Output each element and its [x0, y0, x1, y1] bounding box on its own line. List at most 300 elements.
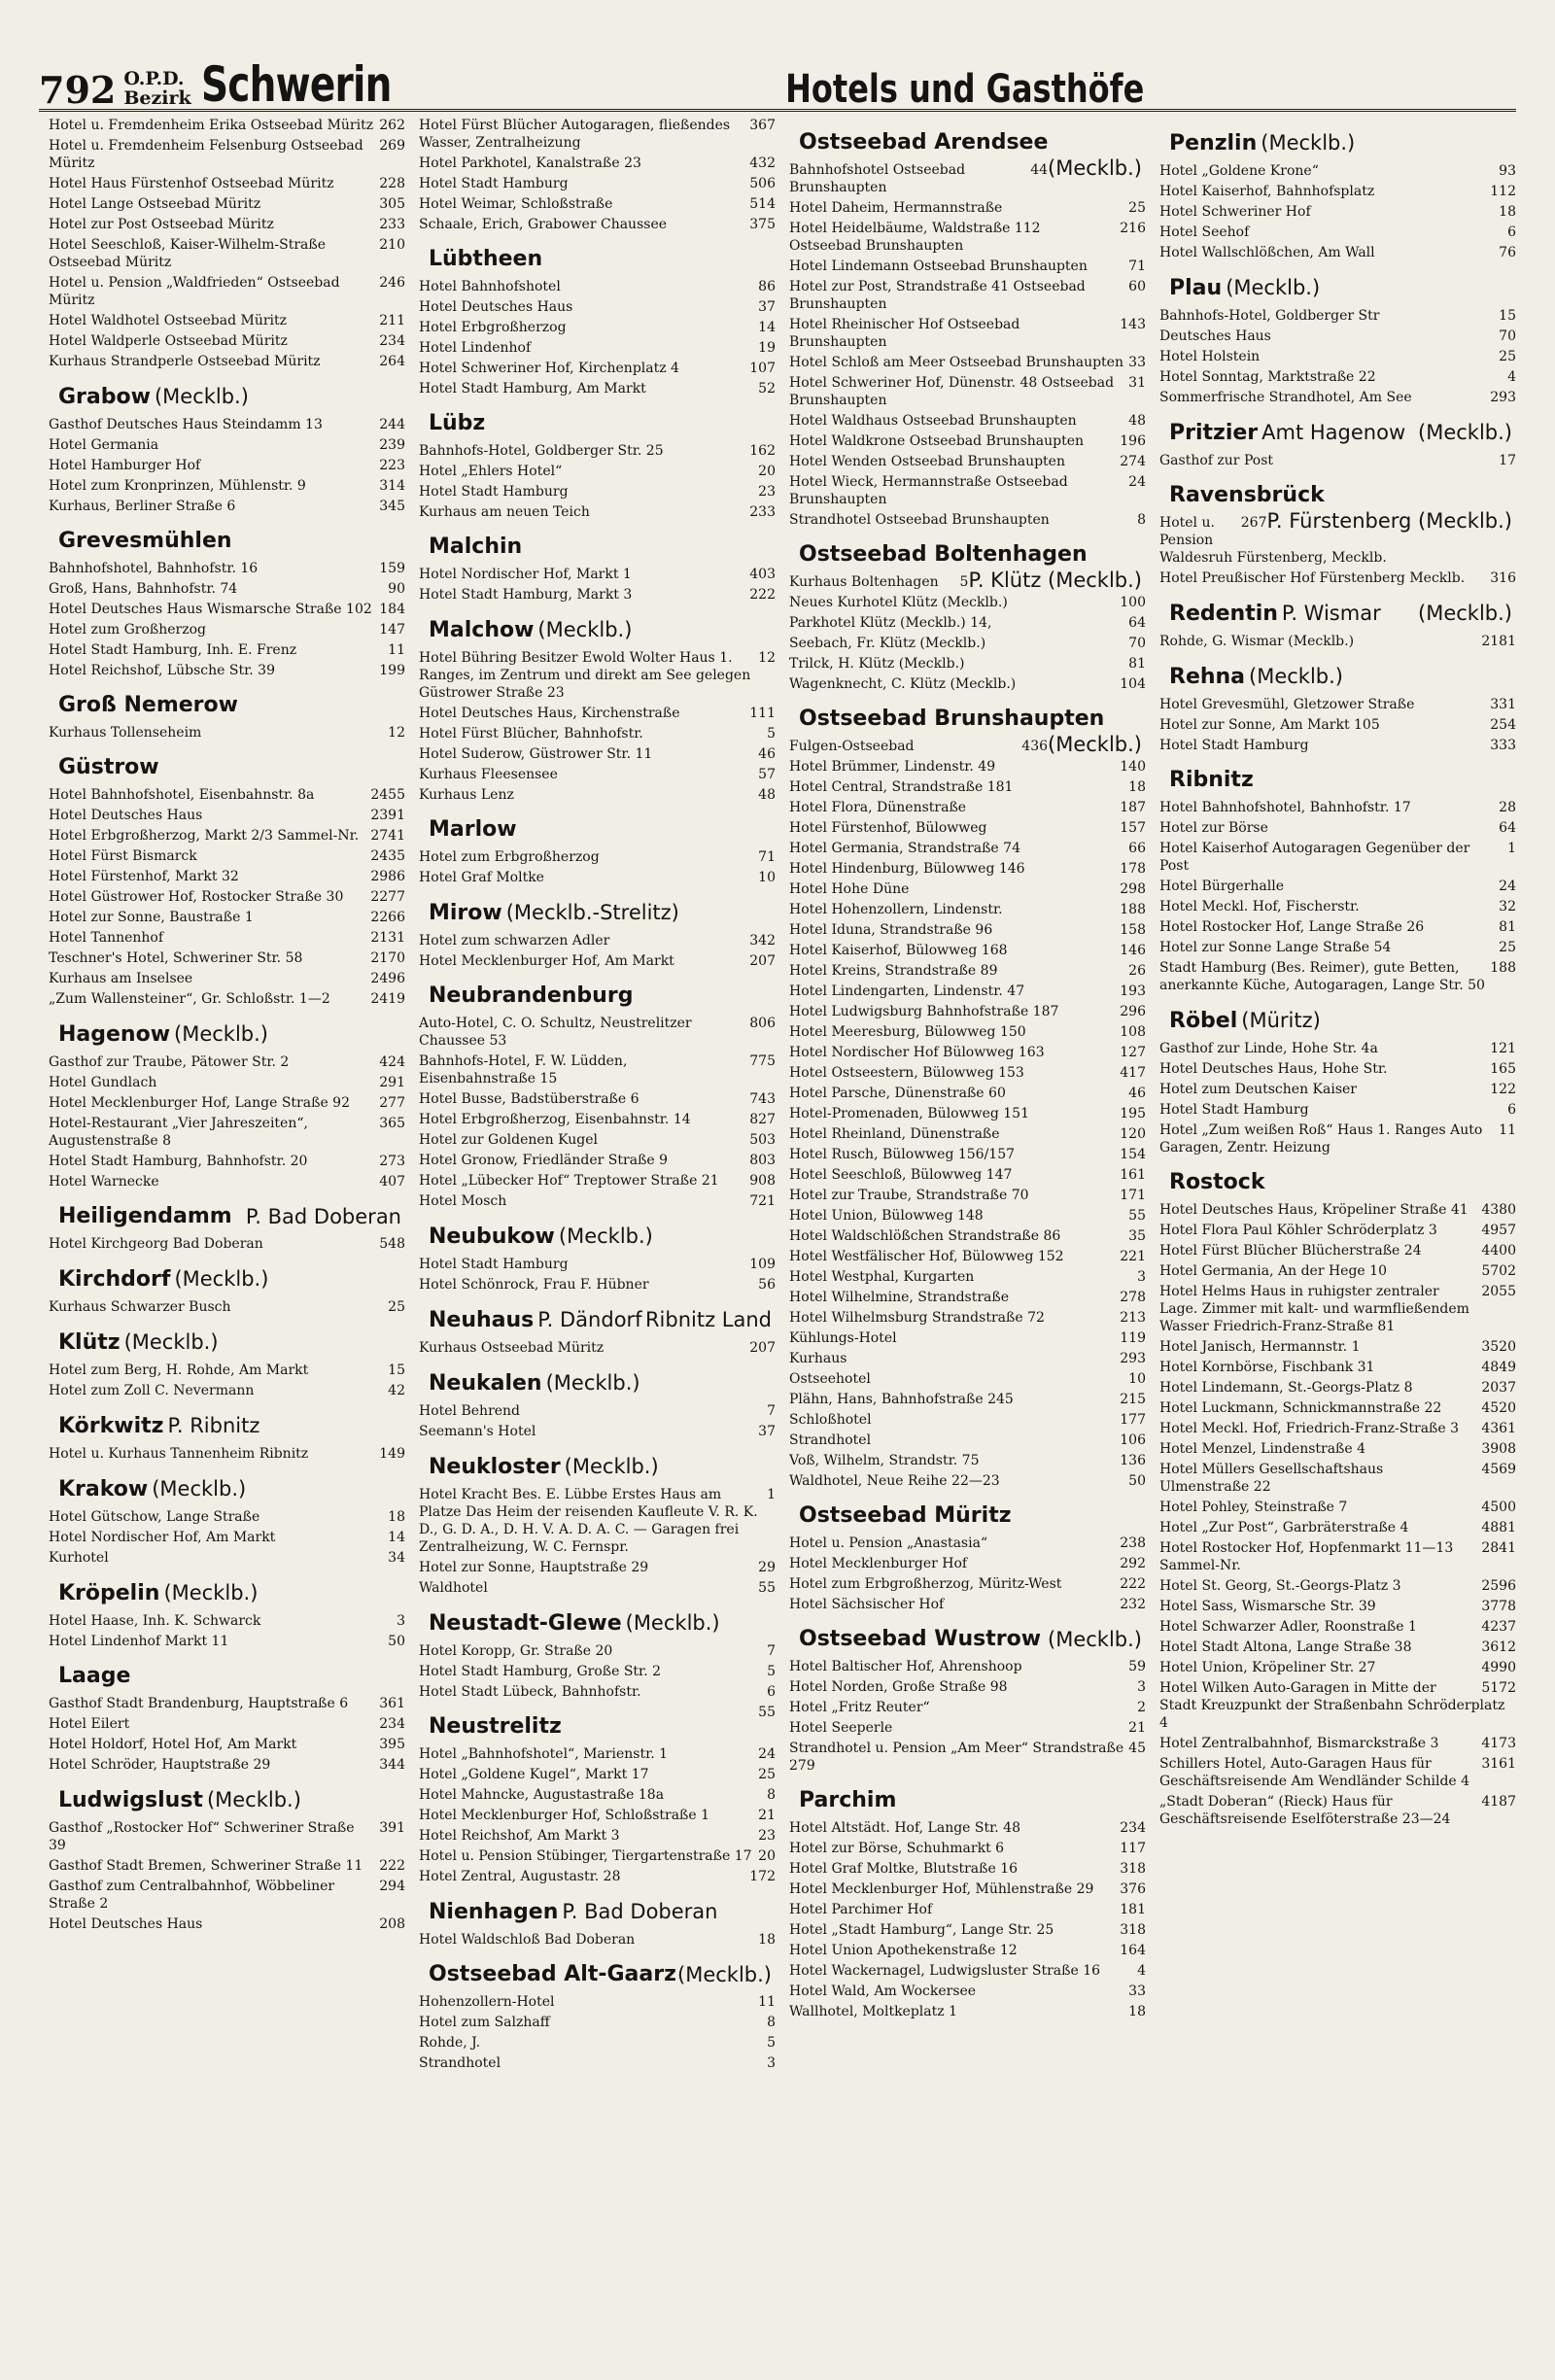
- listing-entry: [49, 416, 405, 433]
- listing-text: Seemann's Hotel: [419, 1424, 536, 1439]
- listing-entry: [1159, 1338, 1516, 1356]
- place-postal-note: (Mecklb.): [1048, 733, 1142, 756]
- phone-number: 21: [758, 1808, 776, 1823]
- phone-number: 4187: [1481, 1794, 1516, 1810]
- place-heading: [1169, 420, 1516, 446]
- place-qualifier: (Mecklb.): [564, 1455, 659, 1478]
- listing-text: Hotel Stadt Lübeck, Bahnhofstr.: [419, 1684, 641, 1700]
- phone-number: 71: [758, 849, 776, 865]
- phone-number: 254: [1490, 717, 1516, 733]
- phone-number: 50: [388, 1634, 405, 1649]
- phone-number: 1: [767, 1487, 776, 1502]
- listing-entry: [49, 137, 405, 172]
- listing-entry: [419, 1807, 776, 1824]
- place-name: Güstrow: [58, 755, 159, 779]
- phone-number: 157: [1120, 820, 1146, 836]
- phone-number: 158: [1120, 922, 1146, 938]
- phone-number: 81: [1128, 656, 1146, 672]
- listing-text: Hotel „Goldene Krone“: [1159, 163, 1319, 179]
- listing-entry: [789, 412, 1146, 430]
- listing-text: Stadt Hamburg (Bes. Reimer), gute Betten, anerkannte Küche, Autogaragen, Lange Str. 50: [1159, 960, 1485, 993]
- place-qualifier: (Mecklb.): [152, 1477, 247, 1500]
- listing-entry: [419, 1683, 776, 1701]
- listing-text: Bahnhofshotel, Bahnhofstr. 16: [49, 561, 259, 576]
- phone-number: 162: [749, 443, 776, 459]
- listing-entry: [49, 1445, 405, 1463]
- phone-number: 119: [1120, 1330, 1146, 1346]
- phone-number: 234: [1120, 1820, 1146, 1836]
- place-heading: [1169, 601, 1516, 627]
- listing-text: Hotel Kaiserhof Autogaragen Gegenüber der Post: [1159, 841, 1470, 874]
- listing-text: Hotel Menzel, Lindenstraße 4: [1159, 1441, 1366, 1457]
- listing-entry: [49, 117, 405, 134]
- phone-number: 109: [749, 1257, 776, 1272]
- listing-entry: [789, 1248, 1146, 1265]
- phone-number: 32: [1499, 899, 1516, 914]
- listing-text: Hotel zum Zoll C. Nevermann: [49, 1383, 255, 1398]
- place-name: Ravensbrück: [1169, 483, 1325, 507]
- phone-number: 207: [749, 1340, 776, 1356]
- listing-text: Hotel Sächsischer Hof: [789, 1597, 945, 1612]
- listing-text: Hotel Union, Bülowweg 148: [789, 1208, 984, 1224]
- phone-number: 121: [1490, 1041, 1516, 1056]
- phone-number: 4500: [1481, 1500, 1516, 1515]
- phone-number: 342: [749, 933, 776, 949]
- phone-number: 278: [1120, 1290, 1146, 1305]
- listing-entry: [789, 1880, 1146, 1898]
- phone-number: 213: [1120, 1310, 1146, 1326]
- phone-number: 262: [379, 118, 405, 133]
- listing-text: Hotel Reichshof, Am Markt 3: [419, 1828, 620, 1844]
- listing-entry: [419, 442, 776, 460]
- place-name: Neustadt-Glewe: [429, 1611, 622, 1636]
- listing-entry: [1159, 1040, 1516, 1057]
- phone-number: 210: [379, 237, 405, 253]
- listing-entry: [49, 1153, 405, 1170]
- listing-entry: [1159, 348, 1516, 365]
- listing-text: Hotel zum Erbgroßherzog, Müritz-West: [789, 1576, 1062, 1592]
- phone-number: 277: [379, 1095, 405, 1111]
- phone-number: 24: [1499, 879, 1516, 894]
- listing-entry: [789, 473, 1146, 508]
- listing-entry: [789, 453, 1146, 470]
- phone-number: 64: [1128, 615, 1146, 631]
- listing-text: Kurhaus Ostseebad Müritz: [419, 1340, 605, 1356]
- listing-text: Hotel Graf Moltke: [419, 870, 544, 885]
- phone-number: 5172: [1481, 1680, 1516, 1696]
- listing-entry: [49, 807, 405, 824]
- listing-text: Hotel Seeschloß, Bülowweg 147: [789, 1167, 1013, 1183]
- phone-number: 14: [758, 320, 776, 335]
- listing-entry: [1159, 1101, 1516, 1119]
- listing-entry: [1159, 1081, 1516, 1098]
- phone-number: 2: [1137, 1700, 1146, 1715]
- listing-entry: [49, 1736, 405, 1753]
- listing-entry: [789, 1575, 1146, 1593]
- listing-text: Strandhotel: [789, 1432, 872, 1448]
- listing-text: Hotel Helms Haus in ruhigster zentraler Lage. Zimmer mit kalt- und warmfließendem Wasser Friedrich-Franz-Straße 81: [1159, 1284, 1469, 1334]
- listing-text: Hotel Wilken Auto-Garagen in Mitte der Stadt Kreuzpunkt der Straßenbahn Schröderplatz 4: [1159, 1680, 1505, 1731]
- listing-text: Hotel-Restaurant „Vier Jahreszeiten“, Augustenstraße 8: [49, 1116, 308, 1149]
- listing-text: Schillers Hotel, Auto-Garagen Haus für Geschäftsreisende Am Wendländer Schilde 4: [1159, 1756, 1470, 1789]
- listing-text: Trilck, H. Klütz (Mecklb.): [789, 656, 965, 672]
- phone-number: 117: [1120, 1841, 1146, 1856]
- listing-text: Hotel Waldhaus Ostseebad Brunshaupten: [789, 413, 1077, 429]
- phone-number: 244: [379, 417, 405, 432]
- place-name: Plau: [1169, 276, 1223, 300]
- listing-entry: [419, 2014, 776, 2031]
- place-qualifier: P. Ribnitz: [167, 1414, 260, 1437]
- listing-text: Kurhaus am Inselsee: [49, 971, 193, 986]
- listing-text: Gasthof Deutsches Haus Steindamm 13: [49, 417, 323, 432]
- directory-columns: [49, 117, 1516, 2352]
- listing-text: Hotel Germania, Strandstraße 74: [789, 841, 1020, 856]
- listing-entry: [1159, 1461, 1516, 1496]
- listing-entry: [419, 705, 776, 722]
- listing-entry: [1159, 1121, 1516, 1156]
- place-heading: [799, 1627, 1146, 1652]
- listing-entry: [419, 278, 776, 295]
- phone-number: 211: [379, 313, 405, 328]
- listing-text: Hotel Ludwigsburg Bahnhofstraße 187: [789, 1004, 1059, 1019]
- listing-entry: [789, 1309, 1146, 1327]
- phone-number: 24: [758, 1746, 776, 1762]
- listing-entry: [49, 1053, 405, 1071]
- phone-number: 4361: [1481, 1421, 1516, 1436]
- listing-entry: [49, 1298, 405, 1316]
- listing-entry: [419, 1172, 776, 1190]
- place-postal-note: P. Bad Doberan: [245, 1205, 401, 1228]
- listing-text: Hotel Bahnhofshotel: [419, 279, 561, 294]
- listing-entry: [49, 332, 405, 350]
- place-heading: [429, 617, 776, 643]
- phone-number: 18: [1499, 204, 1516, 220]
- listing-text: Hotel Pohley, Steinstraße 7: [1159, 1500, 1348, 1515]
- phone-number: 333: [1490, 738, 1516, 753]
- listing-entry: [49, 560, 405, 577]
- place-name: Penzlin: [1169, 131, 1258, 155]
- listing-text: Hotel Stadt Hamburg, Bahnhofstr. 20: [49, 1154, 308, 1169]
- listing-text: Hotel Mecklenburger Hof: [789, 1556, 968, 1571]
- phone-number: 3: [1137, 1269, 1146, 1285]
- listing-entry: [789, 199, 1146, 217]
- phone-number: 70: [1499, 328, 1516, 344]
- bezirk-label: Bezirk: [123, 87, 191, 110]
- listing-text: Hotel „Zum weißen Roß“ Haus 1. Ranges Auto Garagen, Zentr. Heizung: [1159, 1122, 1483, 1156]
- listing-text: Hotel Stadt Hamburg: [1159, 738, 1309, 753]
- phone-number: 23: [758, 1828, 776, 1844]
- listing-text: Hotel Germania, An der Hege 10: [1159, 1263, 1387, 1279]
- listing-text: Hotel Kaiserhof, Bahnhofsplatz: [1159, 184, 1375, 199]
- place-qualifier: (Mecklb.): [625, 1611, 720, 1635]
- phone-number: 293: [1490, 390, 1516, 405]
- place-name: Neukloster: [429, 1455, 561, 1479]
- place-qualifier: P. Wismar: [1281, 602, 1381, 625]
- listing-entry: [49, 662, 405, 679]
- place-heading: [429, 1307, 776, 1333]
- place-name: Lübtheen: [429, 247, 543, 271]
- phone-number: 76: [1499, 245, 1516, 260]
- phone-number: 100: [1120, 595, 1146, 610]
- phone-number: 2435: [370, 848, 405, 864]
- phone-number: 424: [379, 1054, 405, 1070]
- phone-number: 436: [1021, 739, 1049, 754]
- phone-number: 2596: [1481, 1578, 1516, 1594]
- phone-number: 222: [749, 587, 776, 603]
- place-qualifier: (Mecklb.): [174, 1022, 269, 1046]
- phone-number: 147: [379, 622, 405, 638]
- listing-entry: [789, 1452, 1146, 1469]
- listing-entry: [419, 1579, 776, 1597]
- listing-entry: [1159, 799, 1516, 816]
- listing-entry: [789, 921, 1146, 939]
- place-qualifier: (Mecklb.): [154, 385, 249, 408]
- listing-text: Hotel Fürstenhof, Bülowweg: [789, 820, 987, 836]
- listing-entry: [789, 962, 1146, 980]
- phone-number: 2391: [370, 808, 405, 823]
- phone-number: 10: [758, 870, 776, 885]
- place-heading: [1169, 768, 1516, 793]
- listing-text: Hotel Heidelbäume, Waldstraße 112 Ostseebad Brunshaupten: [789, 221, 1041, 254]
- listing-entry: [1159, 878, 1516, 895]
- phone-number: 3520: [1481, 1339, 1516, 1355]
- listing-entry: [1159, 1735, 1516, 1752]
- listing-entry: [789, 316, 1146, 351]
- listing-entry: [419, 2034, 776, 2052]
- phone-number: 188: [1490, 960, 1516, 976]
- listing-text: Hotel Weimar, Schloßstraße: [419, 196, 613, 212]
- listing-text: Hotel Fürst Bismarck: [49, 848, 197, 864]
- phone-number: 90: [388, 581, 405, 597]
- listing-entry: [1159, 224, 1516, 241]
- listing-entry: [49, 1695, 405, 1712]
- place-qualifier: P. Bad Doberan: [562, 1900, 718, 1923]
- place-postal-note: (Mecklb.): [1048, 1628, 1142, 1651]
- listing-entry: [419, 649, 776, 702]
- listing-text: Hotel Daheim, Hermannstraße: [789, 200, 1003, 216]
- listing-text: Rohde, G. Wismar (Mecklb.): [1159, 634, 1355, 649]
- listing-entry: [789, 1921, 1146, 1939]
- place-postal-note: P. Fürstenberg (Mecklb.): [1266, 509, 1512, 533]
- listing-entry: [419, 848, 776, 866]
- phone-number: 4: [1137, 1963, 1146, 1979]
- place-name: Neuhaus: [429, 1308, 535, 1332]
- listing-entry: [1159, 737, 1516, 754]
- listing-text: Hotel Preußischer Hof Fürstenberg Mecklb.: [1159, 570, 1466, 586]
- listing-entry: [1159, 389, 1516, 406]
- phone-number: 6: [1507, 224, 1516, 240]
- listing-text: Hotel Stadt Altona, Lange Straße 38: [1159, 1639, 1412, 1655]
- listing-entry: [789, 1678, 1146, 1696]
- listing-entry: [1159, 1359, 1516, 1376]
- phone-number: 5: [767, 726, 776, 742]
- place-heading: [58, 1413, 405, 1439]
- listing-entry: [789, 1860, 1146, 1878]
- region-title: Schwerin: [200, 56, 392, 113]
- phone-number: 14: [388, 1530, 405, 1545]
- listing-text: Hotel Deutsches Haus, Kröpeliner Straße 41: [1159, 1202, 1469, 1218]
- place-heading: [1169, 664, 1516, 690]
- phone-number: 293: [1120, 1351, 1146, 1366]
- place-heading: [429, 535, 776, 560]
- listing-entry: [419, 2054, 776, 2072]
- column-3: [789, 117, 1146, 2352]
- listing-text: Hotel Sass, Wismarsche Str. 39: [1159, 1599, 1376, 1614]
- listing-entry: [419, 1339, 776, 1357]
- listing-entry: [1159, 819, 1516, 837]
- listing-entry: [789, 675, 1146, 693]
- phone-number: 2037: [1481, 1380, 1516, 1396]
- place-name: Ostseebad Arendsee: [799, 130, 1049, 155]
- listing-text: Hotel Schweriner Hof, Kirchenplatz 4: [419, 361, 679, 376]
- phone-number: 196: [1120, 433, 1146, 449]
- phone-number: 4990: [1481, 1660, 1516, 1675]
- listing-text: Hotel Wallschlößchen, Am Wall: [1159, 245, 1375, 260]
- listing-entry: [789, 819, 1146, 837]
- place-name: Grabow: [58, 385, 151, 409]
- listing-entry: [49, 1094, 405, 1112]
- listing-entry: [789, 1044, 1146, 1061]
- listing-entry: [49, 1508, 405, 1526]
- phone-number: 140: [1120, 759, 1146, 775]
- listing-text: Hotel Baltischer Hof, Ahrenshoop: [789, 1659, 1022, 1674]
- listing-text: Hotel Schweriner Hof, Dünenstr. 48 Ostseebad Brunshaupten: [789, 375, 1115, 408]
- listing-entry: [1159, 959, 1516, 994]
- listing-entry: [49, 970, 405, 987]
- listing-text: Hotel zur Post, Strandstraße 41 Ostseebad Brunshaupten: [789, 279, 1086, 312]
- listing-text: Hotel Hindenburg, Bülowweg 146: [789, 861, 1025, 877]
- listing-text: Hotel Gütschow, Lange Straße: [49, 1509, 260, 1525]
- phone-number: 143: [1120, 317, 1146, 332]
- phone-number: 221: [1120, 1249, 1146, 1264]
- listing-text: Strandhotel u. Pension „Am Meer“ Strandstraße 279: [789, 1741, 1124, 1774]
- listing-text: Hotel Gundlach: [49, 1075, 157, 1090]
- phone-number: 106: [1120, 1432, 1146, 1448]
- place-name: Ludwigslust: [58, 1788, 203, 1812]
- place-qualifier: (Mecklb.): [537, 618, 633, 641]
- listing-entry: [1159, 162, 1516, 180]
- listing-text: Hotel Müllers Gesellschaftshaus Ulmenstraße 22: [1159, 1462, 1384, 1495]
- phone-number: 184: [379, 602, 405, 617]
- listing-text: Hotel „Goldene Kugel“, Markt 17: [419, 1767, 649, 1782]
- phone-number: 222: [1120, 1576, 1146, 1592]
- listing-text: Hotel Erbgroßherzog: [419, 320, 567, 335]
- listing-entry: [1159, 633, 1516, 650]
- listing-entry: [419, 1052, 776, 1087]
- listing-entry: [1159, 368, 1516, 386]
- phone-number: 8: [767, 1787, 776, 1803]
- phone-number: 4849: [1481, 1360, 1516, 1375]
- listing-text: Kurhaus Schwarzer Busch: [49, 1299, 231, 1315]
- phone-number: 4173: [1481, 1736, 1516, 1751]
- phone-number: 177: [1120, 1412, 1146, 1428]
- listing-text: Voß, Wilhelm, Strandstr. 75: [789, 1453, 980, 1468]
- phone-number: 514: [749, 196, 776, 212]
- listing-text: Gasthof zur Traube, Pätower Str. 2: [49, 1054, 290, 1070]
- listing-text: Hotel Lindengarten, Lindenstr. 47: [789, 983, 1025, 999]
- phone-number: 2455: [370, 787, 405, 803]
- listing-entry: [49, 601, 405, 618]
- phone-number: 827: [749, 1112, 776, 1127]
- listing-entry: [1159, 1659, 1516, 1676]
- listing-entry: [49, 1633, 405, 1650]
- phone-number: 195: [1120, 1106, 1146, 1121]
- place-heading: [58, 1329, 405, 1356]
- column-4: [1159, 117, 1516, 2352]
- listing-entry: [49, 195, 405, 213]
- place-name: Nienhagen: [429, 1900, 559, 1924]
- phone-number: 548: [379, 1236, 405, 1252]
- phone-number: 3: [1137, 1679, 1146, 1695]
- listing-text: Hotel Kornbörse, Fischbank 31: [1159, 1360, 1375, 1375]
- phone-number: 71: [1128, 259, 1146, 274]
- listing-text: Hotel Stadt Hamburg, Am Markt: [419, 381, 646, 397]
- phone-number: 291: [379, 1075, 405, 1090]
- place-name: Neubrandenburg: [429, 983, 634, 1008]
- phone-number: 33: [1128, 355, 1146, 370]
- listing-text: Wagenknecht, C. Klütz (Mecklb.): [789, 676, 1017, 692]
- listing-text: Hotel Busse, Badstüberstraße 6: [419, 1091, 639, 1107]
- phone-number: 23: [758, 484, 776, 500]
- listing-text: Rohde, J.: [419, 2035, 481, 2051]
- listing-entry: [49, 929, 405, 947]
- listing-entry: [1159, 1262, 1516, 1280]
- listing-entry: [419, 339, 776, 357]
- place-name: Ostseebad Brunshaupten: [799, 707, 1105, 731]
- listing-entry: [419, 319, 776, 336]
- phone-number: 35: [1128, 1228, 1146, 1244]
- phone-number: 2277: [370, 889, 405, 905]
- phone-number: 57: [758, 767, 776, 782]
- listing-text: Hotel Erbgroßherzog, Eisenbahnstr. 14: [419, 1112, 691, 1127]
- phone-number: 4400: [1481, 1243, 1516, 1259]
- listing-text: „Zum Wallensteiner“, Gr. Schloßstr. 1—2: [49, 991, 330, 1007]
- listing-text: Hotel „Lübecker Hof“ Treptower Straße 21: [419, 1173, 719, 1189]
- listing-text: Hotel Fürst Blücher, Bahnhofstr.: [419, 726, 643, 742]
- listing-entry: [419, 175, 776, 192]
- phone-number: 20: [758, 464, 776, 479]
- phone-number: 136: [1120, 1453, 1146, 1468]
- listing-entry: [419, 1868, 776, 1885]
- listing-entry: [789, 1555, 1146, 1572]
- listing-text: Hotel Kracht Bes. E. Lübbe Erstes Haus am Platze Das Heim der reisenden Kaufleute V. R. K. D., G. D. A., D. H. V. A. D. A. C. — Garagen frei Zentralheizung, W. C. Fernspr.: [419, 1487, 758, 1555]
- listing-entry: [49, 580, 405, 598]
- place-heading: [429, 1610, 776, 1637]
- phone-number: 2055: [1481, 1284, 1516, 1299]
- column-2: [419, 117, 776, 2352]
- listing-entry: [49, 949, 405, 967]
- listing-text: Hotel Waldschlößchen Strandstraße 86: [789, 1228, 1061, 1244]
- listing-entry: [419, 1931, 776, 1949]
- phone-number: 7: [767, 1643, 776, 1659]
- listing-entry: [789, 901, 1146, 918]
- listing-entry: [1159, 203, 1516, 221]
- listing-text: Hotel u. Fremdenheim Felsenburg Ostseebad Müritz: [49, 138, 363, 171]
- phone-number: 18: [388, 1509, 405, 1525]
- listing-text: Hotel Hohe Düne: [789, 881, 910, 897]
- listing-text: Hotel Haase, Inh. K. Schwarck: [49, 1613, 261, 1629]
- listing-text: Hotel zum schwarzen Adler: [419, 933, 610, 949]
- place-heading: [1169, 1170, 1516, 1195]
- listing-text: Waldhotel: [419, 1580, 488, 1596]
- listing-text: Hotel zur Sonne, Baustraße 1: [49, 910, 254, 925]
- listing-entry: [419, 1827, 776, 1845]
- listing-entry: [419, 463, 776, 480]
- phone-number: 44: [1030, 162, 1049, 178]
- listing-text: Hotel Nordischer Hof, Markt 1: [419, 567, 632, 582]
- listing-text: Gasthof zur Post: [1159, 453, 1274, 468]
- phone-number: 3612: [1481, 1639, 1516, 1655]
